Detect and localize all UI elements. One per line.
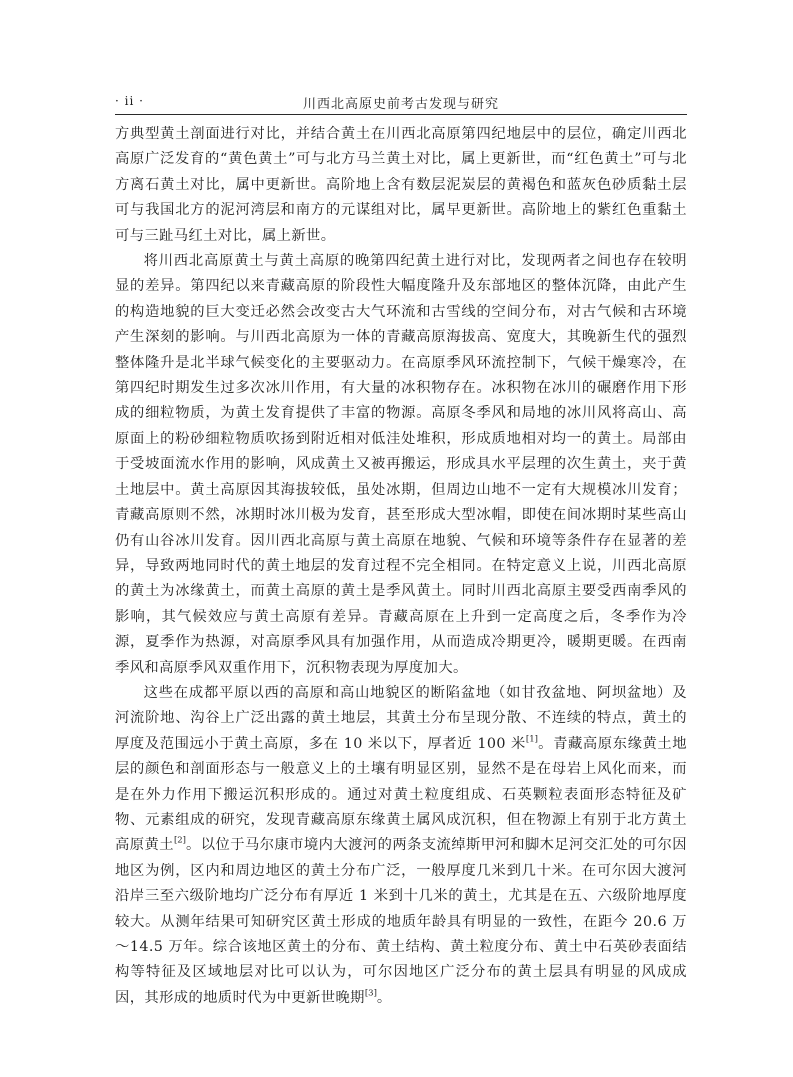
running-header <box>115 92 687 115</box>
paragraph-1 <box>115 122 687 249</box>
paragraph-text: 方典型黄土剖面进行对比，并结合黄土在川西北高原第四纪地层中的层位，确定川西北高原广泛发育的“黄色黄土”可与北方马兰黄土对比，属上更新世，而“红色黄土”可与北方离石黄土对比，属中更新世。高阶地上含有数层泥炭层的黄褐色和蓝灰色砂质黏土层可与我国北方的泥河湾层和南方的元谋组对比，属早更新世。高阶地上的紫红色重黏土可与三趾马红土对比，属上新世。 <box>115 126 687 244</box>
citation-mark[interactable]: [3] <box>364 988 377 999</box>
paragraph-text: 。以位于马尔康市境内大渡河的两条支流绰斯甲河和脚木足河交汇处的可尔因地区为例，区内和周边地区的黄土分布广泛，一般厚度几米到几十米。在可尔因大渡河沿岸三至六级阶地均广泛分布有厚近 1 米到十几米的黄土，尤其是在五、六级阶地厚度较大。从测年结果可知研究区黄土形成的地质年龄具有明显的一致性，在距今 20.6 万～14.5 万年。综合该地区黄土的分布、黄土结构、黄土粒度分布、黄土中石英砂表面结构等特征及区域地层对比可以认为，可尔因地区广泛分布的黄土层具有明显的风成成因，其形成的地质时代为中更新世晚期 <box>115 837 687 1006</box>
citation-mark[interactable]: [2] <box>173 836 186 846</box>
body-text <box>115 122 687 1011</box>
paragraph-2 <box>115 249 687 681</box>
paragraph-text: 。青藏高原东缘黄土地层的颜色和剖面形态与一般意义上的土壤有明显区别，显然不是在母岩上风化而来，而是在外力作用下搬运沉积形成的。通过对黄土粒度组成、石英颗粒表面形态特征及矿物、元素组成的研究，发现青藏高原东缘黄土属风成沉积，但在物源上有别于北方黄土高原黄土 <box>115 735 687 854</box>
running-title: 川西北高原史前考古发现与研究 <box>302 97 499 112</box>
citation-mark[interactable]: [1] <box>525 734 538 745</box>
paragraph-text: 这些在成都平原以西的高原和高山地貌区的断陷盆地（如甘孜盆地、阿坝盆地）及河流阶地、沟谷上广泛出露的黄土地层，其黄土分布呈现分散、不连续的特点，黄土的厚度及范围远小于黄土高原，多在 10 米以下，厚者近 100 米 <box>115 684 687 752</box>
paragraph-3 <box>115 681 687 1011</box>
page-number: · ii · <box>115 94 144 108</box>
paragraph-text: 将川西北高原黄土与黄土高原的晚第四纪黄土进行对比，发现两者之间也存在较明显的差异。第四纪以来青藏高原的阶段性大幅度隆升及东部地区的整体沉降，由此产生的构造地貌的巨大变迁必然会改变古大气环流和古雪线的空间分布，对古气候和古环境产生深刻的影响。与川西北高原为一体的青藏高原海拔高、宽度大，其晚新生代的强烈整体隆升是北半球气候变化的主要驱动力。在高原季风环流控制下，气候干燥寒冷，在第四纪时期发生过多次冰川作用，有大量的冰积物存在。冰积物在冰川的碾磨作用下形成的细粒物质，为黄土发育提供了丰富的物源。高原冬季风和局地的冰川风将高山、高原面上的粉砂细粒物质吹扬到附近相对低洼处堆积，形成质地相对均一的黄土。局部由于受坡面流水作用的影响，风成黄土又被再搬运，形成具水平层理的次生黄土，夹于黄土地层中。黄土高原因其海拔较低，虽处冰期，但周边山地不一定有大规模冰川发育；青藏高原则不然，冰期时冰川极为发育，甚至形成大型冰帽，即使在间冰期时某些高山仍有山谷冰川发育。因川西北高原与黄土高原在地貌、气候和环境等条件存在显著的差异，导致两地同时代的黄土地层的发育过程不完全相同。在特定意义上说，川西北高原的黄土为冰缘黄土，而黄土高原的黄土是季风黄土。同时川西北高原主要受西南季风的影响，其气候效应与黄土高原有差异。青藏高原在上升到一定高度之后，冬季作为冷源，夏季作为热源，对高原季风具有加强作用，从而造成冷期更冷，暖期更暖。在西南季风和高原季风双重作用下，沉积物表现为厚度加大。 <box>115 253 687 676</box>
paragraph-text: 。 <box>376 989 392 1006</box>
